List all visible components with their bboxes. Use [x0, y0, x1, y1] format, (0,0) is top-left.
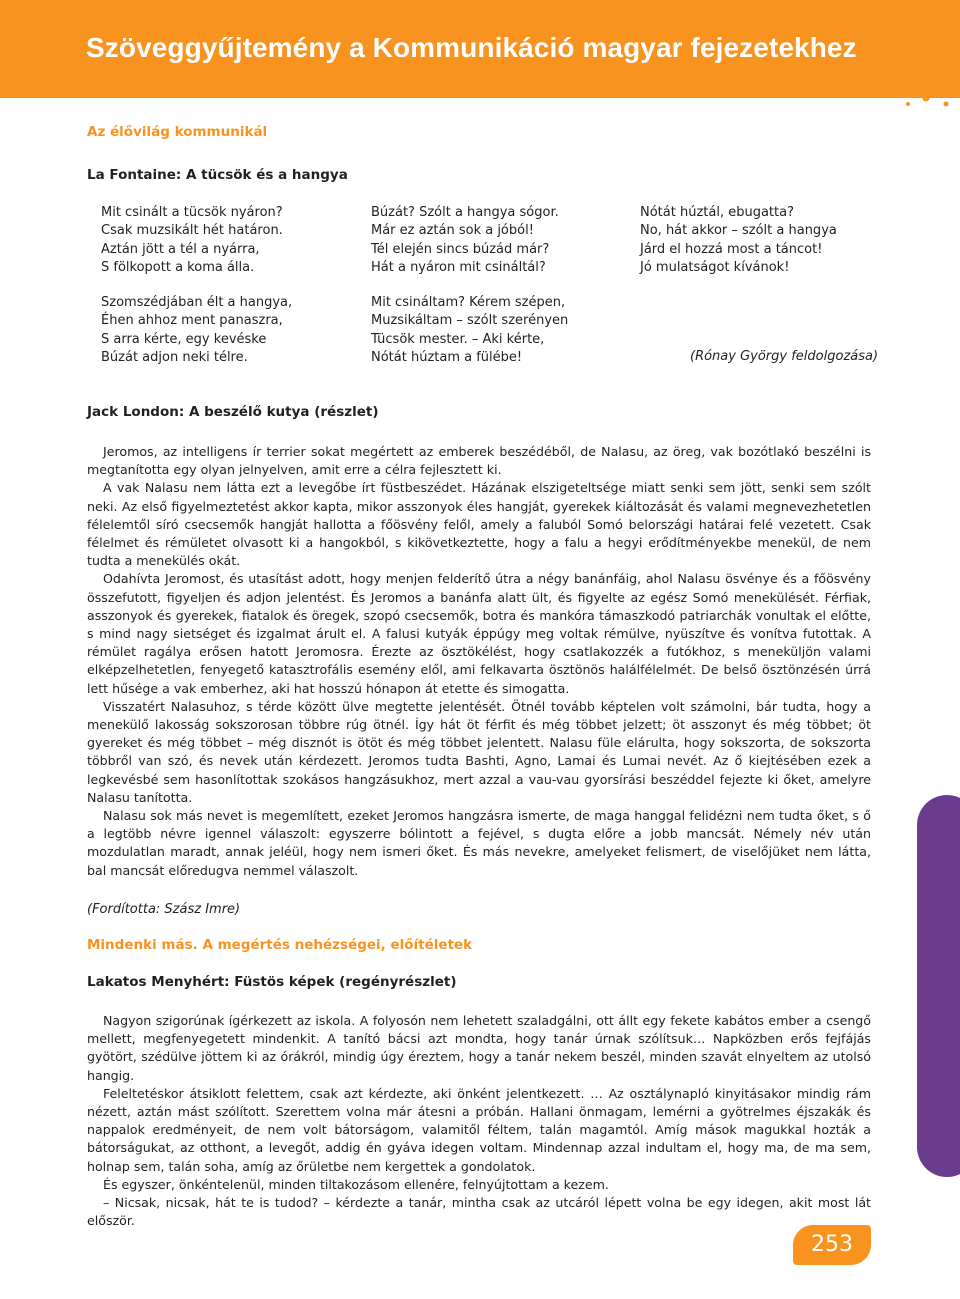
- poem-line: Jó mulatságot kívánok!: [640, 260, 790, 276]
- article-translator-credit: (Fordította: Szász Imre): [87, 902, 241, 917]
- page-number: 253: [811, 1232, 853, 1257]
- paragraph: És egyszer, önkéntelenül, minden tiltakozásom ellenére, felnyújtottam a kezem.: [103, 1176, 609, 1192]
- section-heading-mindenki-mas: Mindenki más. A megértés nehézségei, előítéletek: [87, 937, 473, 953]
- paragraph: Odahívta Jeromost, és utasítást adott, hogy menjen felderítő útra a négy banánfáig, ahol Nalasu ösvénye és a főösvény összefutott, figyeljen és adjon jelentést. És Jeromos a banánfa alatt ült, és figyelte az egész Somó menekülését. Férfiak, asszonyok és gyerekek, fiatalok és öregek, szopó csecsemők, botra és mankóra támaszkodó patriarchák vonultak el előtte, s mind nagy sietséget és izgalmat árult el. A falusi kutyák éppúgy meg voltak rémülve, nyüszítve és vonítva futottak. A rémület ragálya erősen hatott Jeromosra. Érezte az ösztökélést, hogy csatlakozzék a futókhoz, s meneküljön valami elképzelhetetlen, fenyegető katasztrofális esemény elől, ami felkavarta ösztönös halálfélelmét. De belső ösztönzésén úrrá lett hűsége a vak emberhez, aki hat hosszú hónapon át etette és simogatta.: [87, 571, 871, 696]
- paragraph: – Nicsak, nicsak, hát te is tudod? – kérdezte a tanár, mintha csak az utcáról lépett volna be egy idegen, akit most lát először.: [87, 1195, 871, 1229]
- poem-line: Nótát húztál, ebugatta?: [640, 205, 794, 220]
- poem-line: Tücsök mester. – Aki kérte,: [371, 331, 545, 347]
- paint-splash-decoration: [860, 0, 960, 110]
- poem-line: Éhen ahhoz ment panaszra,: [101, 313, 283, 329]
- poem-line: Mit csinált a tücsök nyáron?: [101, 205, 283, 220]
- poem-line: S fölkopott a koma álla.: [101, 260, 255, 276]
- article-body-lakatos: [87, 1012, 871, 1230]
- poem-col1-stanza2: [101, 294, 292, 368]
- poem-col2-stanza1: [371, 204, 559, 278]
- poem-title: La Fontaine: A tücsök és a hangya: [87, 167, 348, 183]
- paragraph: A vak Nalasu nem látta ezt a levegőbe írt füstbeszédet. Házának elszigeteltsége miatt senki sem jött, senki sem szólt neki. Az első figyelmeztetést akkor kapta, mikor asszonyok éles hangját, gyerekek kiáltozását és valami megnevezhetetlen félelemtől síró csecsemők hangját hallotta a főösvény felől, amely a faluból Somó belországi határai felé vezetett. Csak félelmet és rémületet olvasott ki a hangokból, s kikövetkeztette, hogy a falu a hegyi erődítményekbe menekül, de nem tudta a menekülés okát.: [87, 480, 871, 569]
- article-title-lakatos: Lakatos Menyhért: Füstös képek (regényrészlet): [87, 974, 457, 990]
- poem-line: Hát a nyáron mit csináltál?: [371, 260, 546, 276]
- paragraph: Jeromos, az intelligens ír terrier sokat megértett az emberek beszédéből, de Nalasu, az öreg, vak bozótlakó beszélni is megtanította egy olyan jelnyelven, amit erre a célra fejlesztett ki.: [87, 444, 871, 478]
- poem-line: Már ez aztán sok a jóból!: [371, 223, 534, 239]
- paragraph: Nalasu sok más nevet is megemlített, ezeket Jeromos hangzásra ismerte, de maga hanggal felidézni nem tudta őket, s ő a legtöbb névre igennel válaszolt: egyszerre bólintott a fejével, s dugta előre a jobb mancsát. Némely név után mozdulatlan maradt, annak jeléül, hogy nem ismeri őket. És más nevekre, amelyeket felismert, de viselőjüket nem látta, bal mancsát előredugva nemmel válaszolt.: [87, 808, 871, 878]
- page-header-title: Szöveggyűjtemény a Kommunikáció magyar fejezetekhez: [86, 32, 857, 63]
- poem-line: Búzát? Szólt a hangya sógor.: [371, 205, 559, 220]
- poem-line: Mit csináltam? Kérem szépen,: [371, 295, 566, 310]
- page-number-badge: [793, 1225, 871, 1265]
- article-body-london: [87, 443, 871, 880]
- poem-line: Szomszédjában élt a hangya,: [101, 295, 293, 310]
- poem-line: Tél elején sincs búzád már?: [371, 241, 550, 257]
- poem-line: Járd el hozzá most a táncot!: [640, 241, 823, 257]
- section-heading-elovilag: Az élővilág kommunikál: [87, 124, 268, 140]
- poem-line: Búzát adjon neki télre.: [101, 350, 248, 366]
- poem-line: Csak muzsikált hét határon.: [101, 223, 283, 239]
- chapter-side-tab: [917, 795, 960, 1177]
- article-title-london: Jack London: A beszélő kutya (részlet): [87, 404, 379, 420]
- poem-line: No, hát akkor – szólt a hangya: [640, 223, 837, 239]
- poem-line: Aztán jött a tél a nyárra,: [101, 241, 260, 257]
- poem-col3-stanza1: [640, 204, 837, 278]
- poem-translator-credit: (Rónay György feldolgozása): [690, 349, 879, 364]
- paragraph: Nagyon szigorúnak ígérkezett az iskola. A folyosón nem lehetett szaladgálni, ott állt egy fekete kabátos ember a csengő mellett, megfenyegetett mindenkit. A tanító bácsi azt mondta, hogy tanár úrnak szólítsuk… Napközben erős fejfájás gyötört, szédülve jöttem ki az órákról, mindig úgy éreztem, hogy a tanár nekem beszél, minden szavát elnyeltem az utolsó hangig.: [87, 1013, 871, 1083]
- paragraph: Visszatért Nalasuhoz, s térde között ülve megtette jelentését. Ötnél tovább képtelen volt számolni, bár tudta, hogy a menekülő lakosság sokszorosan többre rúg ötnél. Így hát öt férfit és még többet jelzett; öt asszonyt és még többet; öt gyereket és még többet – még disznót is ötöt és még többet jelentett. Nalasu füle elárulta, hogy sokszorta, de sokszorta többről van szó, és nevek után kérdezett. Jeromos tudta Bashti, Agno, Lamai és Lumai nevét. Az ő kiejtésében ezek a legkevésbé sem hasonlítottak szokásos hangzásukhoz, mert azzal a vau-vau gyorsírási beszéddel fejezte ki őket, amelyre Nalasu tanította.: [87, 698, 871, 805]
- poem-col2-stanza2: [371, 294, 568, 368]
- poem-line: S arra kérte, egy kevéske: [101, 331, 267, 347]
- poem-col1-stanza1: [101, 204, 283, 278]
- poem-line: Nótát húztam a fülébe!: [371, 350, 523, 366]
- poem-line: Muzsikáltam – szólt szerényen: [371, 313, 569, 329]
- paragraph: Feleltetéskor átsiklott felettem, csak azt kérdezte, aki önként jelentkezett. … Az osztálynapló kinyitásakor mindig rám nézett, aztán mást szólított. Szerettem volna már átesni a próbán. Hallani önmagam, lemérni a gyötrelmes éjszakák és nappalok eredményeit, de nem volt bátorságom, valamitől féltem, talán magamtól. Amíg mások magukkal hozták a bátorságukat, az otthont, a levegőt, addig én gyáva idegen voltam. Mindennap azzal indultam el, hogy ma, de ma sem, holnap sem, talán soha, amíg az őrületbe nem kergettek a gondolatok.: [87, 1085, 871, 1174]
